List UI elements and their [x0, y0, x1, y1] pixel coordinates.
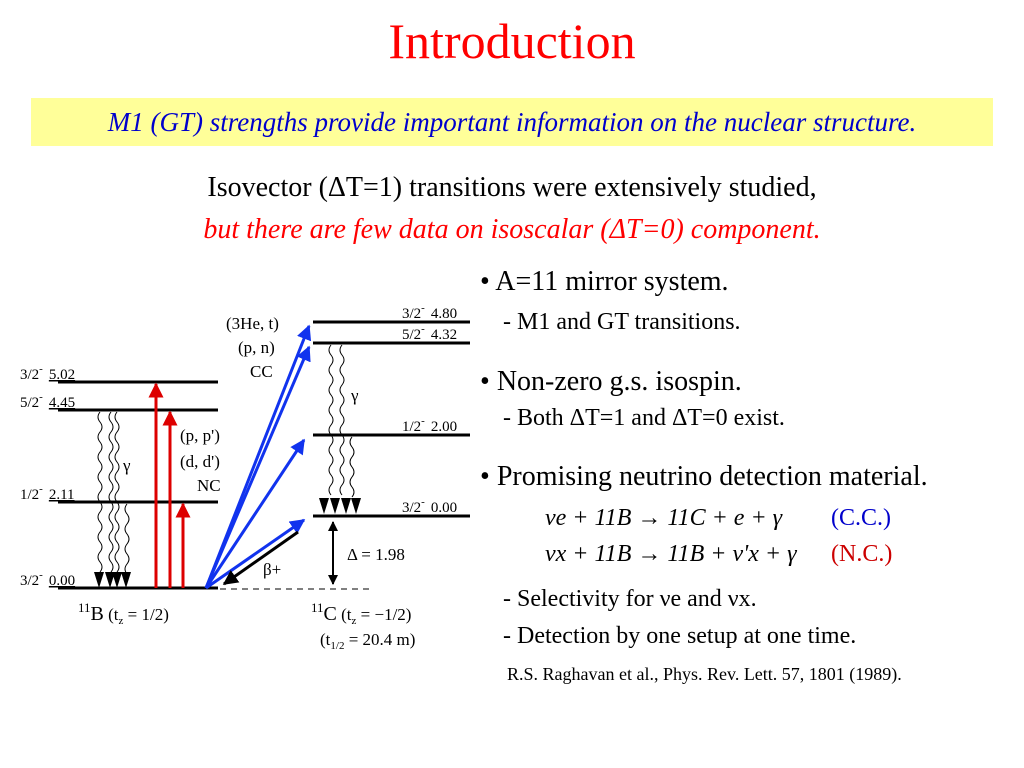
level-diagram: [0, 298, 500, 658]
b11-level-label: 3/2- 0.00: [20, 569, 76, 589]
highlight-banner: M1 (GT) strengths provide important information on the nuclear structure.: [31, 98, 993, 146]
intro-line-2: but there are few data on isoscalar (ΔT=0) component.: [203, 214, 821, 245]
cc-reaction-label: (p, n): [238, 338, 275, 357]
b11-level-label: 5/2- 4.45: [20, 391, 76, 411]
reference: R.S. Raghavan et al., Phys. Rev. Lett. 57, 1801 (1989).: [507, 664, 902, 684]
equation-nc-tag: (N.C.): [831, 541, 893, 567]
equation-cc-tag: (C.C.): [831, 505, 891, 531]
c11-level-label: 1/2- 2.00: [402, 415, 458, 435]
bullet-3-sub-1: - Selectivity for νe and νx.: [503, 586, 757, 612]
beta-decay-arrow: [224, 532, 298, 584]
c11-level-label: 3/2- 4.80: [402, 302, 458, 322]
equation-nc: νx + 11B → 11B + ν'x + γ: [545, 541, 797, 567]
bullet-2: • Non-zero g.s. isospin.: [480, 366, 742, 397]
c11-gamma-lines: [329, 345, 354, 497]
page-title: Introduction: [388, 13, 636, 69]
nc-reaction-label: (p, p'): [180, 426, 220, 445]
bullet-3-sub-2: - Detection by one setup at one time.: [503, 623, 857, 649]
c11-nucleus-label: $^{11}$C ($t_z$ $^{= -1/2)}$: [311, 600, 412, 627]
c11-level-label: 3/2- 0.00: [402, 496, 458, 516]
c11-level-label: 5/2- 4.32: [402, 323, 458, 343]
b11-gamma-label: γ: [123, 456, 131, 475]
bullet-2-label: Non-zero g.s. isospin.: [496, 366, 742, 397]
bullet-2-sub: - Both ΔT=1 and ΔT=0 exist.: [503, 405, 785, 431]
equation-cc: νe + 11B → 11C + e + γ: [545, 505, 783, 531]
b11-gamma-lines: [98, 412, 129, 574]
b11-gamma-arrowheads: [94, 572, 131, 588]
c11-halflife-label: ($t_{1/2} = 20.4$ m): [320, 630, 416, 652]
c11-gamma-arrowheads: [319, 498, 361, 514]
delta-label: Δ = 1.98: [347, 545, 405, 564]
bullet-3: • Promising neutrino detection material.: [480, 461, 928, 492]
red-excitation-arrows: [156, 384, 183, 588]
bullet-1-label: A=11 mirror system.: [495, 266, 729, 297]
b11-level-label: 1/2- 2.11: [20, 483, 75, 503]
b11-nucleus-label: $^{11}$B ($t_z$ $^{= 1/2)}$: [78, 600, 169, 627]
cc-reaction-label: (3He, t): [226, 314, 279, 333]
b11-level-label: 3/2- 5.02: [20, 363, 76, 383]
bullet-3-label: Promising neutrino detection material.: [496, 461, 928, 492]
nc-reaction-label: NC: [197, 476, 221, 495]
bullet-1: • A=11 mirror system.: [480, 266, 729, 297]
b11-levels: [58, 382, 218, 588]
nc-reaction-label: (d, d'): [180, 452, 220, 471]
intro-line-1: Isovector (ΔT=1) transitions were extensively studied,: [207, 172, 817, 203]
cc-reaction-label: CC: [250, 362, 273, 381]
c11-gamma-label: γ: [351, 386, 359, 405]
bullet-1-sub: - M1 and GT transitions.: [503, 309, 741, 335]
beta-label: β+: [263, 560, 282, 579]
